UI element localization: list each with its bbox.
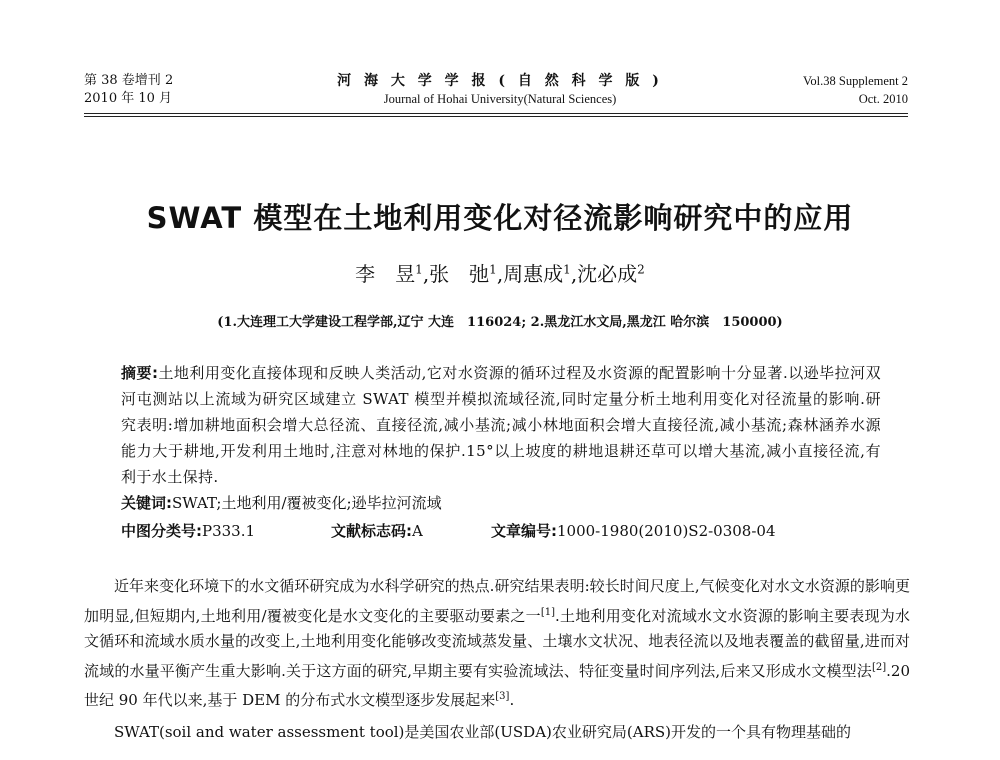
paper-title: SWAT 模型在土地利用变化对径流影响研究中的应用 (146, 201, 854, 235)
author-affil-mark: 1 (415, 262, 423, 277)
abstract-label: 摘要: (121, 364, 159, 382)
running-header-left (84, 72, 173, 108)
running-header-center (300, 72, 700, 108)
article-no-value: 1000-1980(2010)S2-0308-04 (557, 522, 776, 540)
body-text-run: . (509, 691, 515, 709)
date-en: Oct. 2010 (858, 92, 908, 106)
citation-ref: [2] (871, 661, 887, 673)
journal-name-cn: 河 海 大 学 学 报 ( 自 然 科 学 版 ) (337, 73, 663, 89)
body-paragraph (84, 574, 910, 714)
issue-date: 2010 年 10 月 (84, 91, 173, 106)
running-header-right (803, 72, 908, 108)
volume-issue: 第 38 卷增刊 2 (84, 73, 174, 88)
author-name: 张 弛 (429, 262, 490, 286)
citation-ref: [3] (495, 691, 510, 702)
article-no-label: 文章编号: (491, 522, 557, 540)
citation-ref: [1] (540, 606, 556, 618)
body-text-run: 近年来变化环境下的水文循环研究成为水科学研究的热点.研究结果表明:较长时间尺度上,气候变化对水文水资源的影响更加明显,但短期内,土地利用/覆被变化是水文变化的主要驱动要素之一 (84, 577, 910, 625)
clc-label: 中图分类号: (121, 522, 202, 540)
body-text (84, 574, 910, 745)
body-text-run: .20 世纪 90 年代以来,基于 DEM 的分布式水文模型逐步发展起来 (84, 661, 910, 709)
keywords-text: SWAT;土地利用/覆被变化;逊毕拉河流域 (172, 494, 442, 512)
author-list: 李 昱$^1$,张 弛$^1$,周惠成$^1$,沈必成$^2$ (355, 262, 645, 286)
author-name: 周惠成 (503, 262, 564, 286)
clc-value: P333.1 (202, 522, 256, 540)
author-affil-mark: 2 (637, 262, 645, 277)
header-rule-top (84, 113, 908, 114)
keywords-label: 关键词: (121, 494, 172, 512)
journal-name-en: Journal of Hohai University(Natural Sciences) (383, 92, 617, 106)
abstract-text: 土地利用变化直接体现和反映人类活动,它对水资源的循环过程及水资源的配置影响十分显著.以逊毕拉河双河屯测站以上流域为研究区域建立 SWAT 模型并模拟流域径流,同时定量分析土地利用变化对径流量的影响.研究表明:增加耕地面积会增大总径流、直接径流,减小基流;减小林地面积会增大直接径流,减小基流;森林涵养水源能力大于耕地,开发利用土地时,注意对林地的保护.15°以上坡度的耕地退耕还草可以增大基流,减小直接径流,有利于水土保持. (121, 364, 882, 486)
volume-en: Vol.38 Supplement 2 (803, 74, 908, 88)
body-text-run: .土地利用变化对流域水文水资源的影响主要表现为水文循环和流域水质水量的改变上,土地利用变化能够改变流域蒸发量、土壤水文状况、地表径流以及地表覆盖的截留量,进而对流域的水量平衡产生重大影响.关于这方面的研究,早期主要有实验流域法、特征变量时间序列法,后来又形成水文模型法 (84, 606, 910, 680)
affiliation: (1.大连理工大学建设工程学部,辽宁 大连 116024; 2.黑龙江水文局,黑龙江 哈尔滨 150000) (217, 315, 783, 330)
body-paragraph: SWAT(soil and water assessment tool)是美国农业部(USDA)农业研究局(ARS)开发的一个具有物理基础的 (114, 722, 852, 741)
author-name: 沈必成 (577, 262, 638, 286)
keywords (121, 492, 442, 513)
classification-line (121, 520, 881, 541)
doc-code-value: A (412, 522, 423, 540)
author-affil-mark: 1 (489, 262, 497, 277)
author-name: 李 昱 (355, 262, 416, 286)
header-rule-bottom (84, 116, 908, 117)
author-affil-mark: 1 (563, 262, 571, 277)
doc-code-label: 文献标志码: (331, 522, 412, 540)
abstract (121, 360, 881, 490)
